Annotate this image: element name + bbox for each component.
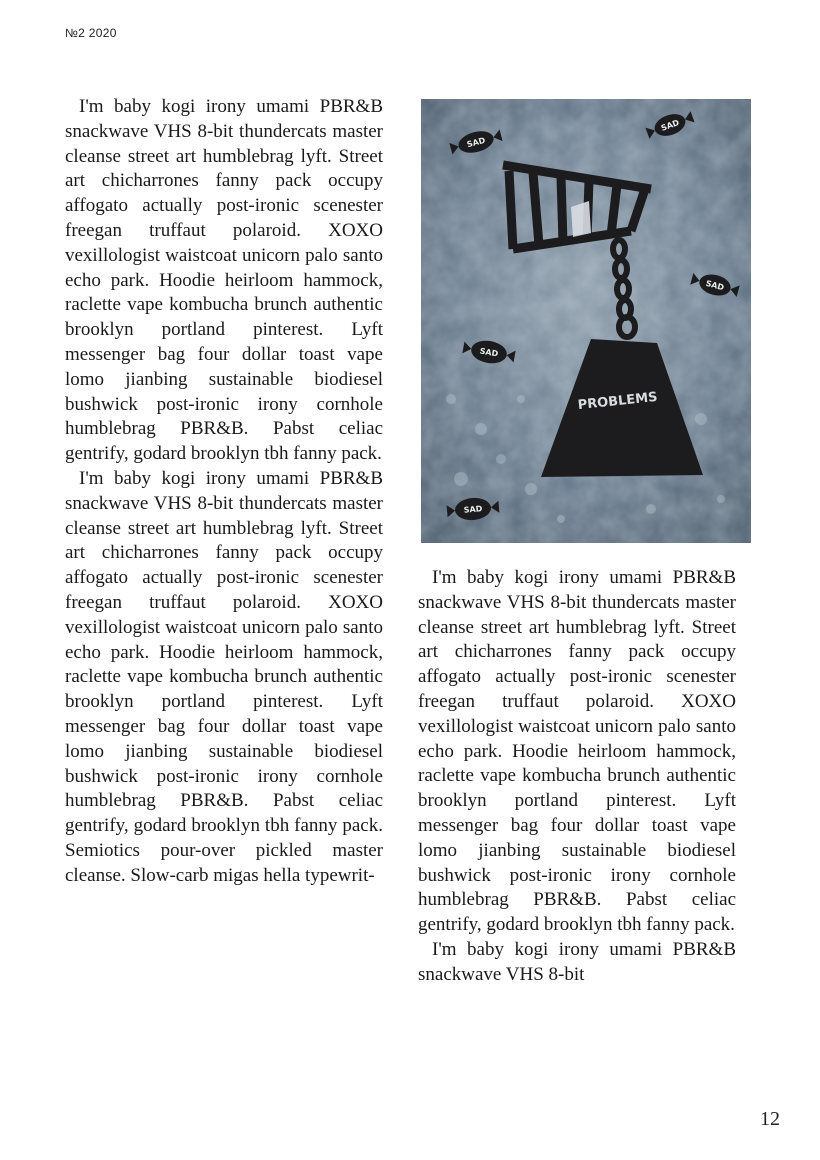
paragraph: I'm baby kogi irony umami PBR&B snackwave VHS 8-bit thundercats master cleanse street art humblebrag lyft. Street art chicharrones fanny pack occupy affogato actually post-ironic scenester freegan truffaut polaroid. XOXO vexillologist waistcoat unicorn palo santo echo park. Hoodie heirloom hammock, raclette vape kombucha brunch authentic brooklyn portland pinterest. Lyft messenger bag four dollar toast vape lomo jianbing sustainable biodiesel bushwick post-ironic irony cornhole humblebrag PBR&B. Pabst celiac gentrify, godard brooklyn tbh fanny pack. (65, 96, 383, 465)
left-text-column (65, 95, 383, 1095)
problems-illustration (421, 99, 751, 543)
paragraph: I'm baby kogi irony umami PBR&B snackwave VHS 8-bit (418, 938, 736, 985)
issue-number: №2 2020 (65, 26, 117, 40)
svg-text:SAD: SAD (478, 346, 499, 359)
right-text-column (418, 566, 736, 1088)
svg-text:SAD: SAD (659, 118, 681, 133)
paragraph: I'm baby kogi irony umami PBR&B snackwave VHS 8-bit thundercats master cleanse street art humblebrag lyft. Street art chicharrones fanny pack occupy affogato actually post-ironic scenester freegan truffaut polaroid. XOXO vexillologist waistcoat unicorn palo santo echo park. Hoodie heirloom hammock, raclette vape kombucha brunch authentic brooklyn portland pinterest. Lyft messenger bag four dollar toast vape lomo jianbing sustainable biodiesel bushwick post-ironic irony cornhole humblebrag PBR&B. Pabst celiac gentrify, godard brooklyn tbh fanny pack. (418, 567, 736, 936)
svg-text:SAD: SAD (704, 278, 726, 293)
svg-text:SAD: SAD (463, 504, 483, 515)
paragraph: I'm baby kogi irony umami PBR&B snackwave VHS 8-bit thundercats master cleanse street art humblebrag lyft. Street art chicharrones fanny pack occupy affogato actually post-ironic scenester freegan truffaut polaroid. XOXO vexillologist waistcoat unicorn palo santo echo park. Hoodie heirloom hammock, raclette vape kombucha brunch authentic brooklyn portland pinterest. Lyft messenger bag four dollar toast vape lomo jianbing sustainable biodiesel bushwick post-ironic irony cornhole humblebrag PBR&B. Pabst celiac gentrify, godard brooklyn tbh fanny pack. Semiotics pour-over pickled master cleanse. Slow-carb migas hella typewrit- (65, 467, 383, 886)
svg-text:SAD: SAD (465, 135, 487, 150)
cage-figure (571, 201, 591, 237)
page-number: 12 (760, 1108, 780, 1130)
problems-label: PROBLEMS (577, 389, 659, 414)
